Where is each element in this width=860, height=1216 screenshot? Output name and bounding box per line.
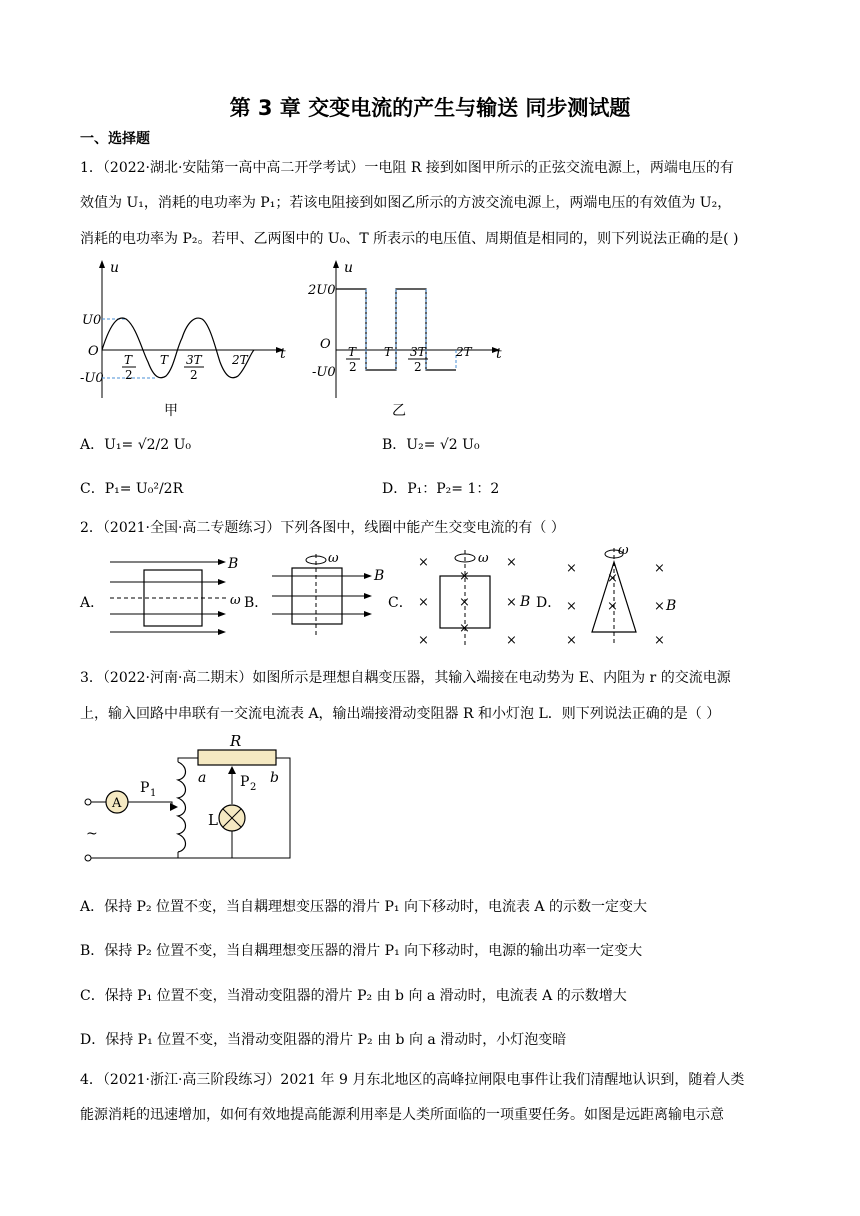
q2-line-1: 2．（2021·全国·高二专题练习）下列各图中，线圈中能产生交变电流的有（ ） [80, 520, 565, 536]
svg-text:ω: ω [328, 551, 339, 566]
svg-text:T: T [124, 353, 133, 367]
figure-sine-wave [80, 258, 300, 408]
svg-text:t: t [496, 346, 502, 362]
svg-text:×: × [506, 595, 517, 610]
u0-label: U0 [82, 313, 102, 328]
svg-text:T: T [348, 345, 357, 359]
svg-text:B: B [520, 594, 531, 610]
rheostat-r [198, 750, 276, 765]
q1-line-2: 效值为 U₁，消耗的电功率为 P₁；若该电阻接到如图乙所示的方波交流电源上，两端电压的有效值为 U₂， [80, 195, 732, 211]
svg-text:×: × [654, 599, 665, 614]
svg-text:2: 2 [414, 360, 422, 374]
svg-text:×: × [418, 555, 429, 570]
q1-line-1: 1．（2022·湖北·安陆第一高中高二开学考试）一电阻 R 接到如图甲所示的正弦交流电源上，两端电压的有 [80, 160, 734, 176]
q2-figure-a [104, 552, 254, 642]
svg-text:×: × [418, 633, 429, 648]
q1-line-3: 消耗的电功率为 P₂。若甲、乙两图中的 U₀、T 所表示的电压值、周期值是相同的，则下列说法正确的是( ) [80, 231, 739, 247]
svg-text:2U0: 2U0 [308, 283, 336, 298]
figure-label-yi: 乙 [392, 403, 406, 419]
svg-text:×: × [566, 633, 577, 646]
svg-text:×: × [654, 561, 665, 576]
origin-label: O [88, 344, 99, 359]
svg-text:×: × [459, 569, 470, 584]
svg-text:~: ~ [86, 826, 98, 842]
svg-text:×: × [566, 561, 577, 576]
svg-text:R: R [230, 732, 242, 750]
q3-option-a[interactable]: A．保持 P₂ 位置不变，当自耦理想变压器的滑片 P₁ 向下移动时，电流表 A 的示数一定变大 [80, 899, 647, 915]
svg-text:×: × [506, 633, 517, 648]
q2-figure-b [268, 550, 393, 640]
svg-text:×: × [607, 599, 618, 614]
q2-option-c[interactable]: C． [388, 595, 413, 611]
figure-square-wave [306, 258, 516, 408]
axis-t-label: t [280, 346, 286, 362]
minus-u0-label: -U0 [80, 371, 104, 386]
svg-text:3T: 3T [410, 345, 426, 359]
q4-line-2: 能源消耗的迅速增加，如何有效地提高能源利用率是人类所面临的一项重要任务。如图是远距离输电示意 [80, 1107, 724, 1123]
svg-text:A: A [112, 796, 122, 811]
svg-text:-U0: -U0 [312, 365, 336, 380]
svg-text:B: B [228, 556, 239, 572]
svg-text:P: P [240, 774, 250, 790]
q2-option-b[interactable]: B． [244, 595, 269, 611]
q3-option-b[interactable]: B．保持 P₂ 位置不变，当自耦理想变压器的滑片 P₁ 向下移动时，电源的输出功率一定变大 [80, 943, 643, 959]
q1-option-c[interactable]: C．P₁= U₀²/2R [80, 481, 184, 497]
svg-text:2T: 2T [232, 353, 248, 367]
page-title: 第 3 章 交变电流的产生与输送 同步测试题 [229, 96, 631, 120]
svg-text:2T: 2T [456, 345, 472, 359]
svg-text:×: × [566, 599, 577, 614]
svg-text:u: u [344, 260, 354, 276]
q1-option-d[interactable]: D．P₁：P₂= 1：2 [382, 481, 500, 497]
section-heading: 一、选择题 [80, 131, 150, 147]
q3-line-2: 上，输入回路中串联有一交流电流表 A，输出端接滑动变阻器 R 和小灯泡 L．则下列说法正确的是（ ） [80, 706, 721, 722]
q2-option-a[interactable]: A． [80, 595, 105, 611]
q1-option-b[interactable]: B．U₂= √2 U₀ [382, 437, 480, 453]
axis-u-label: u [110, 260, 120, 276]
svg-text:2: 2 [349, 360, 357, 374]
q3-option-c[interactable]: C．保持 P₁ 位置不变，当滑动变阻器的滑片 P₂ 由 b 向 a 滑动时，电流表 A 的示数增大 [80, 988, 627, 1004]
svg-text:ω: ω [618, 546, 629, 558]
svg-text:T: T [160, 353, 169, 367]
svg-text:b: b [270, 770, 279, 786]
q2-figure-c [412, 548, 537, 648]
svg-text:L: L [208, 811, 218, 829]
svg-text:×: × [654, 633, 665, 646]
svg-text:T: T [384, 345, 393, 359]
q4-line-1: 4．（2021·浙江·高三阶段练习）2021 年 9 月东北地区的高峰拉闸限电事件让我们清醒地认识到，随着人类 [80, 1072, 745, 1088]
q3-option-d[interactable]: D．保持 P₁ 位置不变，当滑动变阻器的滑片 P₂ 由 b 向 a 滑动时，小灯泡变暗 [80, 1032, 567, 1048]
svg-text:×: × [459, 621, 470, 636]
svg-text:2: 2 [190, 368, 198, 382]
svg-text:P: P [140, 780, 150, 796]
svg-text:O: O [320, 337, 331, 352]
q2-option-d[interactable]: D． [536, 595, 562, 611]
q3-circuit-diagram [80, 728, 320, 873]
q1-option-a[interactable]: A．U₁= √2/2 U₀ [80, 437, 192, 453]
svg-text:×: × [607, 571, 618, 586]
svg-text:×: × [418, 595, 429, 610]
q3-line-1: 3．（2022·河南·高二期末）如图所示是理想自耦变压器，其输入端接在电动势为 E、内阻为 r 的交流电源 [80, 670, 731, 686]
figure-label-jia: 甲 [164, 403, 178, 419]
autotransformer-coil [178, 762, 186, 852]
q2-figure-d [560, 546, 690, 646]
svg-text:2: 2 [250, 782, 257, 793]
svg-text:×: × [506, 555, 517, 570]
svg-text:B: B [666, 598, 677, 614]
svg-text:ω: ω [230, 593, 241, 608]
svg-text:2: 2 [125, 368, 133, 382]
svg-text:ω: ω [478, 551, 489, 566]
svg-text:B: B [374, 568, 385, 584]
svg-text:1: 1 [150, 788, 157, 799]
svg-text:×: × [459, 595, 470, 610]
svg-text:a: a [198, 770, 207, 786]
svg-text:3T: 3T [186, 353, 202, 367]
